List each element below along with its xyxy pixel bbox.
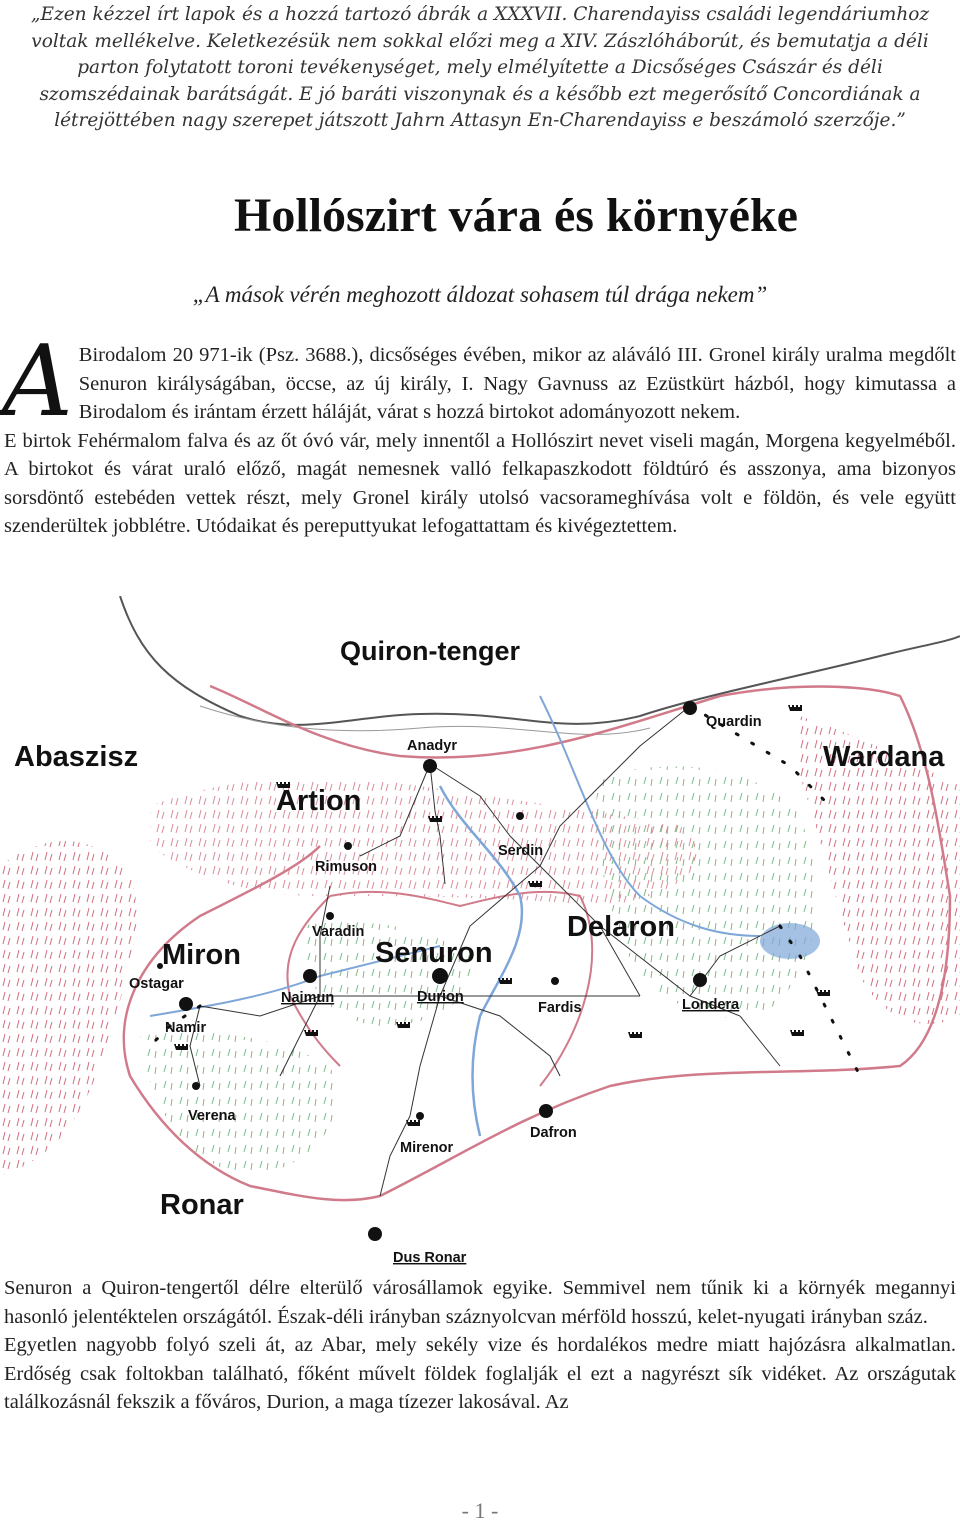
map-label-fardis: Fardis bbox=[538, 1000, 582, 1016]
town-dot-namir bbox=[179, 997, 193, 1011]
paragraph-1-text: Birodalom 20 971-ik (Psz. 3688.), dicsőséges évében, mikor az aláváló III. Gronel király uralma megdőlt Senuron királyságában, öccse, az új király, I. Nagy Gavnuss az Ezüstkürt házból, hogy kimutassa a Birodalom és irántam érzett háláját, várat s hozzá birtokot adományozott nekem. bbox=[78, 344, 956, 423]
town-dot-londera bbox=[693, 973, 707, 987]
map-label-varadin: Varadin bbox=[312, 924, 365, 940]
town-dot-dafron bbox=[539, 1104, 553, 1118]
drop-cap-letter: A bbox=[2, 325, 73, 439]
coastline-inner bbox=[200, 706, 650, 734]
town-dot-verena bbox=[192, 1082, 200, 1090]
paragraph-1 bbox=[2, 325, 956, 439]
town-dot-anadyr bbox=[423, 759, 437, 773]
map-label-miron: Miron bbox=[162, 939, 241, 971]
map-label-anadyr: Anadyr bbox=[407, 738, 457, 754]
map-label-londera: Londera bbox=[682, 997, 740, 1013]
grassland-south bbox=[140, 1032, 336, 1176]
town-dot-fardis bbox=[551, 977, 559, 985]
body-section-2 bbox=[4, 1274, 956, 1417]
map-label-verena: Verena bbox=[188, 1108, 236, 1124]
coastline bbox=[120, 596, 960, 725]
town-dot-mirenor bbox=[416, 1112, 424, 1120]
fort-marker bbox=[790, 1030, 804, 1036]
fort-marker bbox=[628, 1032, 642, 1038]
town-dot-quardin bbox=[683, 701, 697, 715]
map-label-abaszisz: Abaszisz bbox=[14, 741, 139, 773]
paragraph-4: Egyetlen nagyobb folyó szeli át, az Abar, mely sekély vize és hordalékos medre miatt hajózásra alkalmatlan. Erdőség csak foltokban található, főként művelt földek foglalják el ezt a nagyrészt sík vidéket. Az országutak találkozásnál fekszik a főváros, Durion, a maga tízezer lakosával. Az bbox=[4, 1334, 956, 1413]
map-label-delaron: Delaron bbox=[567, 911, 675, 943]
body-section-1 bbox=[2, 325, 956, 541]
map-label-quardin: Quardin bbox=[706, 714, 762, 730]
map-label-rimuson: Rimuson bbox=[315, 859, 378, 875]
map-label-serdin: Serdin bbox=[498, 843, 544, 859]
map-label-ostagar: Ostagar bbox=[129, 976, 184, 992]
map-label-mirenor: Mirenor bbox=[400, 1140, 454, 1156]
town-dot-serdin bbox=[516, 812, 524, 820]
page-title: Hollószirt vára és környéke bbox=[234, 189, 798, 242]
paragraph-2: E birtok Fehérmalom falva és az őt óvó vár, mely innentől a Hollószirt nevet viseli magán, Morgena kegyelméből. A birtokot és várat uraló előző, magát nemesnek valló felkapaszkodott földtúró és asszonya, ama bizonyos sorsdöntő estebéden vettek részt, mely Gronel király utolsó vacsorameghívása volt e földön, és vele együtt szenderültek jobblétre. Utódaikat és pereputtyukat lefogattattam és kivégeztettem. bbox=[4, 429, 956, 537]
town-dot-dusronar bbox=[368, 1227, 382, 1241]
town-dot-durion bbox=[432, 968, 448, 984]
map-label-wardana: Wardana bbox=[823, 741, 945, 773]
motto-quote: „A mások vérén meghozott áldozat sohasem túl drága nekem” bbox=[192, 282, 768, 307]
map-label-naimun: Naimun bbox=[281, 990, 335, 1006]
town-dot-naimun bbox=[303, 969, 317, 983]
fort-marker bbox=[788, 705, 802, 711]
map-label-senuron: Senuron bbox=[375, 937, 493, 969]
map-label-sea: Quiron-tenger bbox=[340, 636, 520, 666]
page-number: - 1 - bbox=[461, 1498, 499, 1523]
map-label-dusronar: Dus Ronar bbox=[393, 1250, 467, 1266]
town-dot-varadin bbox=[326, 912, 334, 920]
paragraph-3: Senuron a Quiron-tengertől délre elterülő városállamok egyike. Semmivel nem tűnik ki a környék megannyi hasonló jelentéktelen országától. Észak-déli irányban száznyolcvan mérföld hosszú, kelet-nyugati irányban száz. bbox=[4, 1277, 956, 1328]
intro-italic-paragraph: „Ezen kézzel írt lapok és a hozzá tartozó ábrák a XXXVII. Charendayiss családi legendáriumhoz voltak mellékelve. Keletkezésük nem sokkal előzi meg a XIV. Zászlóháborút, és bemutatja a déli parton folytatott toroni tevékenységet, mely elmélyítette a Dicsőséges Császár és déli szomszédainak barátságát. E jó baráti viszonynak és a később ezt megerősítő Concordiának a létrejöttében nagy szerepet játszott Jahrn Attasyn En-Charendayiss e beszámoló szerzője.” bbox=[30, 4, 930, 131]
hand-drawn-map bbox=[0, 596, 960, 1268]
map-label-ronar: Ronar bbox=[160, 1189, 244, 1221]
map-label-durion: Durion bbox=[417, 989, 464, 1005]
map-label-namir: Namir bbox=[165, 1020, 207, 1036]
map-label-dafron: Dafron bbox=[530, 1125, 577, 1141]
map-label-artion: Artion bbox=[276, 785, 362, 817]
town-dot-rimuson bbox=[344, 842, 352, 850]
forest-west bbox=[0, 841, 137, 1176]
